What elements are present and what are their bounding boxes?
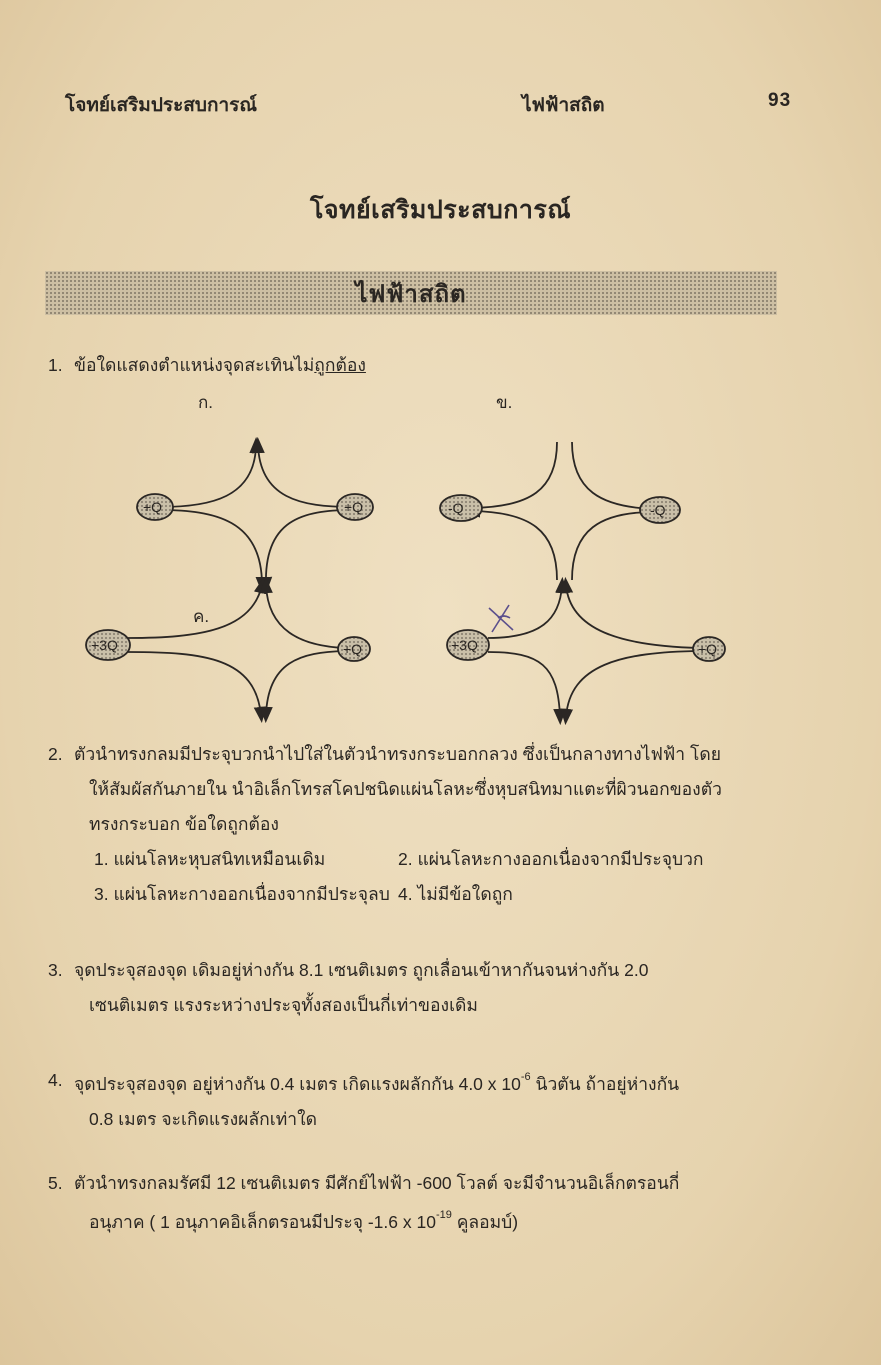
- question-number: 3.: [48, 960, 63, 980]
- charge-label-layer: [0, 380, 881, 730]
- question-1: [48, 348, 788, 383]
- options-row: [94, 842, 788, 877]
- question-text-line: จุดประจุสองจุด อยู่ห่างกัน 0.4 เมตร เกิดแรงผลักกัน 4.0 x $10^{-6}$ นิวตัน ถ้าอยู่ห่างกัน: [74, 1071, 680, 1094]
- charge-label: -Q: [650, 502, 666, 518]
- question-text-line: เซนติเมตร แรงระหว่างประจุทั้งสองเป็นกี่เท่าของเดิม: [89, 995, 478, 1015]
- charge-label: +Q: [698, 641, 718, 657]
- running-header-center: ไฟฟ้าสถิต: [522, 95, 605, 116]
- underlined-word: ถูกต้อง: [314, 355, 366, 375]
- question-text: ข้อใดแสดงตำแหน่งจุดสะเทินไม่ถูกต้อง: [74, 355, 366, 375]
- exponent: -19: [435, 1209, 452, 1221]
- question-number: 1.: [48, 355, 63, 375]
- charge-label: +3Q: [91, 637, 118, 653]
- charge-label: -Q: [448, 500, 464, 516]
- question-2: [48, 737, 788, 912]
- page-number: 93: [768, 90, 792, 111]
- question-text-line: ให้สัมผัสกันภายใน นำอิเล็กโทรสโคปชนิดแผ่นโลหะซึ่งหุบสนิทมาแตะที่ผิวนอกของตัว: [89, 779, 722, 799]
- charge-label: +Q: [344, 499, 364, 515]
- options-row: [94, 877, 788, 912]
- exponent: -6: [520, 1071, 531, 1083]
- question-5: [48, 1166, 788, 1240]
- question-text-line: ตัวนำทรงกลมรัศมี 12 เซนติเมตร มีศักย์ไฟฟ้า -600 โวลต์ จะมีจำนวนอิเล็กตรอนกี่: [74, 1173, 680, 1193]
- answer-option-2: 2. แผ่นโลหะกางออกเนื่องจากมีประจุบวก: [398, 849, 704, 869]
- running-header-left: โจทย์เสริมประสบการณ์: [65, 95, 257, 116]
- question-text-line: 0.8 เมตร จะเกิดแรงผลักเท่าใด: [89, 1108, 317, 1129]
- answer-option-1: 1. แผ่นโลหะหุบสนิทเหมือนเดิม: [94, 849, 326, 869]
- question-number: 2.: [48, 744, 63, 764]
- charge-label: +3Q: [451, 637, 478, 653]
- page-title: โจทย์เสริมประสบการณ์: [309, 196, 572, 224]
- figure-label-a: ก.: [198, 393, 214, 412]
- question-3: [48, 953, 788, 1023]
- section-banner: [45, 271, 777, 315]
- figure-label-b: ข.: [496, 393, 513, 412]
- question-text-line: ทรงกระบอก ข้อใดถูกต้อง: [89, 814, 279, 834]
- figure-label-c: ค.: [193, 607, 210, 626]
- question-text-line: ตัวนำทรงกลมมีประจุบวกนำไปใส่ในตัวนำทรงกระบอกกลวง ซึ่งเป็นกลางทางไฟฟ้า โดย: [74, 744, 721, 764]
- answer-option-3: 3. แผ่นโลหะกางออกเนื่องจากมีประจุลบ: [94, 884, 390, 904]
- question-number: 5.: [48, 1173, 63, 1193]
- question-number: 4.: [48, 1070, 63, 1090]
- section-title: ไฟฟ้าสถิต: [355, 280, 467, 308]
- question-4: [48, 1063, 788, 1137]
- charge-label: +Q: [143, 499, 163, 515]
- question-text-line: จุดประจุสองจุด เดิมอยู่ห่างกัน 8.1 เซนติเมตร ถูกเลื่อนเข้าหากันจนห่างกัน 2.0: [74, 960, 649, 980]
- charge-label: +Q: [343, 641, 363, 657]
- answer-option-4: 4. ไม่มีข้อใดถูก: [398, 884, 513, 904]
- question-text-line: อนุภาค ( 1 อนุภาคอิเล็กตรอนมีประจุ -1.6 x $10^{-19}$ คูลอมบ์): [89, 1209, 519, 1232]
